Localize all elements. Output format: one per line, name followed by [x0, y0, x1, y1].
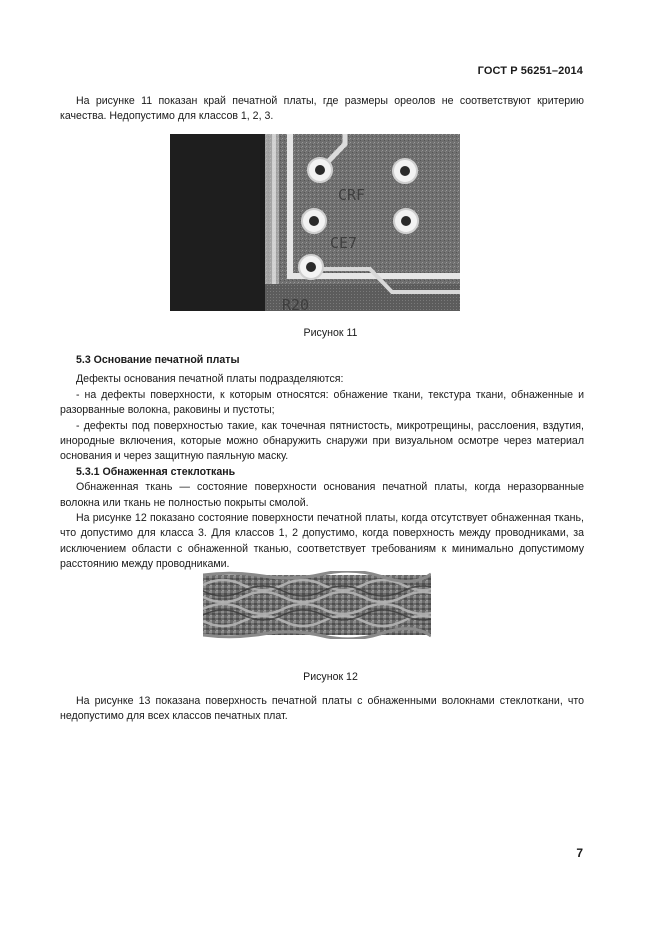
section-5-3-paragraph-1: Дефекты основания печатной платы подразделяются: — [76, 373, 344, 386]
standard-designation: ГОСТ Р 56251–2014 — [477, 65, 583, 77]
marking-crf: CRF — [338, 186, 366, 204]
intro-paragraph: На рисунке 11 показан край печатной платы, где размеры ореолов не соответствуют критерию качества. Недопустимо для классов 1, 2, 3. — [60, 95, 584, 123]
intro-block — [60, 94, 584, 125]
section-5-3-1-heading: 5.3.1 Обнаженная стеклоткань — [76, 465, 236, 478]
closing-block — [60, 694, 584, 725]
marking-r20: R20 — [282, 296, 310, 311]
section-5-3-heading: 5.3 Основание печатной платы — [76, 354, 240, 366]
section-5-3 — [60, 353, 584, 573]
section-5-3-1-paragraph-1: Обнаженная ткань — состояние поверхности основания печатной платы, когда неразорванные волокна или ткань не полностью покрыты смолой. — [60, 481, 584, 509]
section-5-3-paragraph-3: - дефекты под поверхностью такие, как точечная пятнистость, микротрещины, расслоения, вздутия, инородные включения, которые можно обнаружить снаружи при визуальном осмотре через материал основания и через защитную паяльную маску. — [60, 419, 584, 463]
figure-12-caption: Рисунок 12 — [303, 671, 358, 683]
closing-paragraph: На рисунке 13 показана поверхность печатной платы с обнаженными волокнами стеклоткани, что недопустимо для всех классов печатных плат. — [60, 695, 584, 723]
figure-11-photo — [170, 134, 460, 311]
marking-ce7: CE7 — [330, 234, 358, 252]
section-5-3-paragraph-2: - на дефекты поверхности, к которым относятся: обнажение ткани, текстура ткани, обнаженные и разорванные волокна, раковины и пустоты; — [60, 388, 584, 417]
section-5-3-1-paragraph-2: На рисунке 12 показано состояние поверхности печатной платы, когда отсутствует обнаженная ткань, что допустимо для класса 3. Для классов 1, 2 допустимо, когда поверхность между проводниками, за исключением области с обнаженной тканью, соответствует требованиям к минимально допустимому расстоянию между проводниками. — [60, 512, 584, 571]
page-number: 7 — [576, 846, 583, 860]
figure-11-caption: Рисунок 11 — [303, 327, 358, 339]
figure-12-photo — [203, 571, 431, 639]
